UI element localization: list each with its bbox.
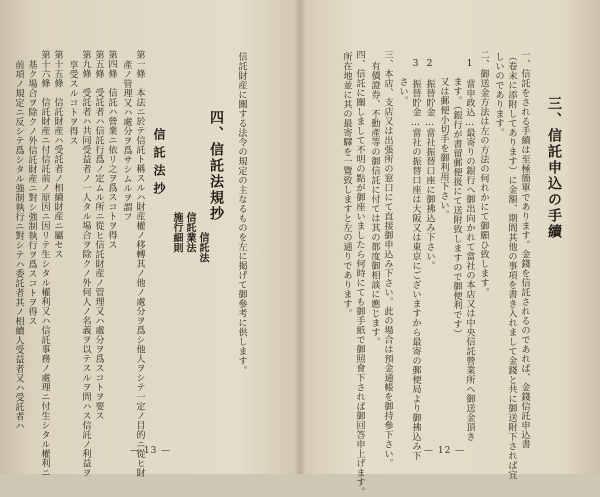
article-line: 第四條 信託ハ營業ニ依リ之ヲ爲スコトヲ得ス [106, 50, 117, 250]
paragraph-line: 有價證券、不動產等の御信託に付ては其の都度御相談に應じます。 [369, 52, 380, 347]
paragraph-line: ます。（銀行が書留郵便扱にて送附致しますので御便利です） [451, 58, 462, 339]
section-heading: 四、信託法規抄 [208, 110, 224, 222]
left-page [0, 0, 298, 478]
article-line: 享受スルコトヲ得ス [67, 60, 78, 146]
article-line: 第五條 受託者ハ信託行爲ノ定ムル所ニ從ヒ信託財産ノ管理又ハ處分ヲ爲スコトヲ要ス [93, 50, 104, 421]
article-line: 第十六條 信託財産ニ付信託前ノ原因ニ因リテ生シタル權利又ハ信託事務ノ處理ニ付生シタル權利ニ [39, 50, 50, 478]
paragraph-line: （卷末に添附してあります）に金額、期間其他の事項を書き入れまして金錢と共に御送附下されば宜 [506, 52, 517, 480]
article-line: 基ク場合ヲ除クノ外信託財産ニ對シ強制執行ヲ爲スコトヲ得ス [26, 60, 37, 326]
sub-title: 信託法抄 [152, 128, 166, 200]
article-line: 第十五條 信託財産ハ受託者ノ相續財産ニ屬セス [52, 50, 63, 259]
right-page [302, 0, 600, 497]
section-heading: 三、信託申込の手續 [546, 96, 562, 240]
paragraph-line: 又は郵便小切手を御利用下さい。 [438, 58, 449, 220]
intro-text: 信託財産に關する法令の規定の主なるものを左に掲げて御參考に供します。 [236, 52, 247, 375]
article-line: 第九條 受託者ハ共同受益者ノ一人タル場合ヲ除クノ外何人ノ名義ヲ以テスルヲ問ハス信託ノ利益ヲ [80, 50, 91, 478]
paragraph-line: 2 振替貯金…當社振替口座に御拂込み下さい。 [424, 58, 435, 271]
paragraph-line: しいのであります。 [493, 52, 504, 138]
paragraph-line: 1 當申政込…最寄りの銀行へ御出向かれて當社の本店又は中央信託營業所へ御送金頂き [464, 58, 475, 442]
paragraph-line: 二、御送金方法は左の方法の何れかにて御願ひ致します。 [478, 50, 489, 297]
page-number-right: — 12 — [424, 446, 466, 456]
article-line: 第一條 本法ニ於テ信託ト稱スルハ財産權ノ移轉其ノ他ノ處分ヲ爲シ他人ヲシテ一定ノ目的ニ從ヒ財 [134, 50, 145, 478]
paragraph-line: 3 振替貯金…當社の振替口座は大阪又は東京にございますから最寄の郵便局より御拂込み下 [410, 58, 421, 461]
article-line: 產ノ管理又ハ處分ヲ爲サシムルヲ謂フ [121, 60, 132, 222]
paragraph-line: 所在地並に其の最寄驛を一覽致しますと左の通りであります。 [341, 52, 352, 318]
page-number-left: — 13 — [130, 446, 172, 456]
article-line: 前項ノ規定ニ反シテ爲シタル強制執行ニ對シテハ委託者其ノ相續人受益者又ハ受託者ハ [13, 60, 24, 431]
paragraph-line: さい。 [397, 58, 408, 106]
paragraph-line: 四、信託に關しまして不明の點が御座いましたら何時にても御手紙で御照會下されば御回答申上げます。 [354, 50, 365, 497]
paragraph-line: 一、信託をされる手續は至極簡單であります。金錢を信託されるのであれば、金錢信託申込書 [519, 50, 530, 449]
side-title-1: 信託法 [197, 232, 208, 263]
side-title-3: 施行細則 [171, 212, 182, 254]
paragraph-line: 三、本店、支店又は出張所の窓口にて直接御申込み下さい。此の場合は預金通帳を御持參下さい。 [382, 50, 393, 468]
side-title-2: 信託業法 [184, 212, 195, 254]
